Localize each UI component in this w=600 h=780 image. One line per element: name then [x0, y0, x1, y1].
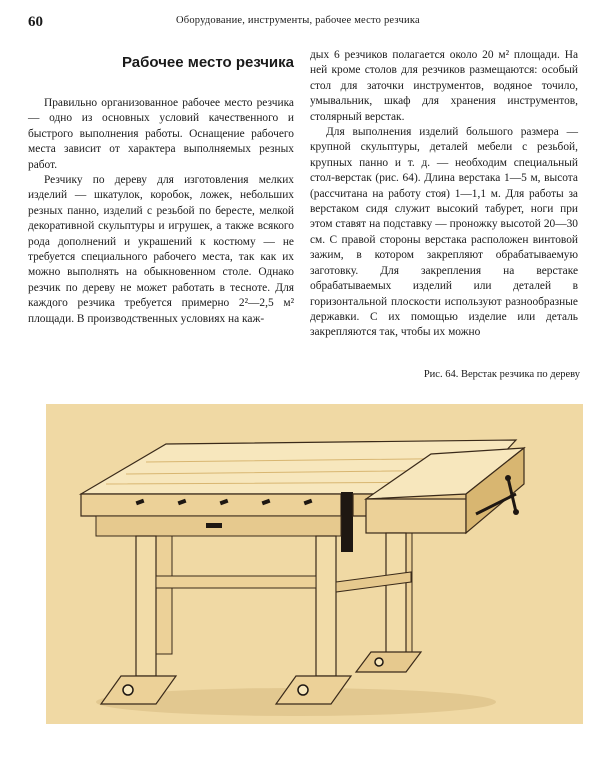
workbench-figure: [46, 404, 583, 724]
running-header: Оборудование, инструменты, рабочее место резчика: [176, 15, 420, 26]
paragraph-workbench: Для выполнения изделий большого размера — крупной скульптуры, деталей мебели с резьбой, крупных панно и т. д. — необходим специальный стол-верстак (рис. 64). Длина верстака 1—5 м, высота (рассчитана на работу стоя) 1—1,1 м. Для работы за верстаком сидя служит высокий табурет, ноги при этом ставят на подставку — проножку высотой 20—30 см. С правой стороны верстака расположен винтовой зажим, в котором закрепляют обрабатываемую заготовку. Для закрепления на верстаке обрабатываемых изделий или деталей в горизонтальной плоскости используют разнообразные державки. С их помощью изделие или деталь закрепляются так, чтобы их можно: [310, 126, 578, 339]
drawer-pull: [206, 523, 222, 528]
front-leg-right: [386, 533, 406, 653]
tabletop-front: [81, 494, 341, 516]
paragraph-small-items: Резчику по дереву для изготовления мелких изделий — шкатулок, коробок, ложек, небольших резных панно, изделий с резьбой по бересте, мелкой декоративной скульптуры и игрушек, а также всякого рода дополнений и украшений к костюму — не требуется специального рабочего места, так как их можно выполнять на обыкновенном столе. Однако резчик по дереву не может работать в тесноте. Для каждого резчика требуется примерно 2²—2,5 м² площади. В производственных условиях на каж-: [28, 174, 294, 325]
stretcher-front: [156, 576, 316, 588]
right-column: [310, 48, 578, 341]
section-title: Рабочее место резчика: [122, 54, 294, 71]
page-number: 60: [28, 14, 43, 30]
front-leg-left: [136, 536, 156, 676]
left-column: [28, 48, 294, 327]
vise-jaw-front: [366, 499, 466, 533]
workbench-illustration: [46, 404, 583, 724]
vise-knob: [513, 509, 519, 515]
paragraph-intro: Правильно организованное рабочее место резчика — одно из основных условий качественного и быстрого выполнения работы. Оснащение рабочего места зависит от характера выполняемых резных работ.: [28, 97, 294, 171]
paragraph-continuation: дых 6 резчиков полагается около 20 м² площади. На ней кроме столов для резчиков размещаются: особый стол для заточки инструментов, водяное точило, умывальник, шкаф для хранения инструментов, столярный верстак.: [310, 49, 578, 123]
bolt-icon: [123, 685, 133, 695]
bolt-icon: [298, 685, 308, 695]
front-leg-center: [316, 536, 336, 676]
bolt-icon: [375, 658, 383, 666]
figure-caption: Рис. 64. Верстак резчика по дереву: [423, 369, 580, 380]
vise-gap: [341, 492, 353, 552]
back-leg-left: [156, 524, 172, 654]
vise-knob: [505, 475, 511, 481]
